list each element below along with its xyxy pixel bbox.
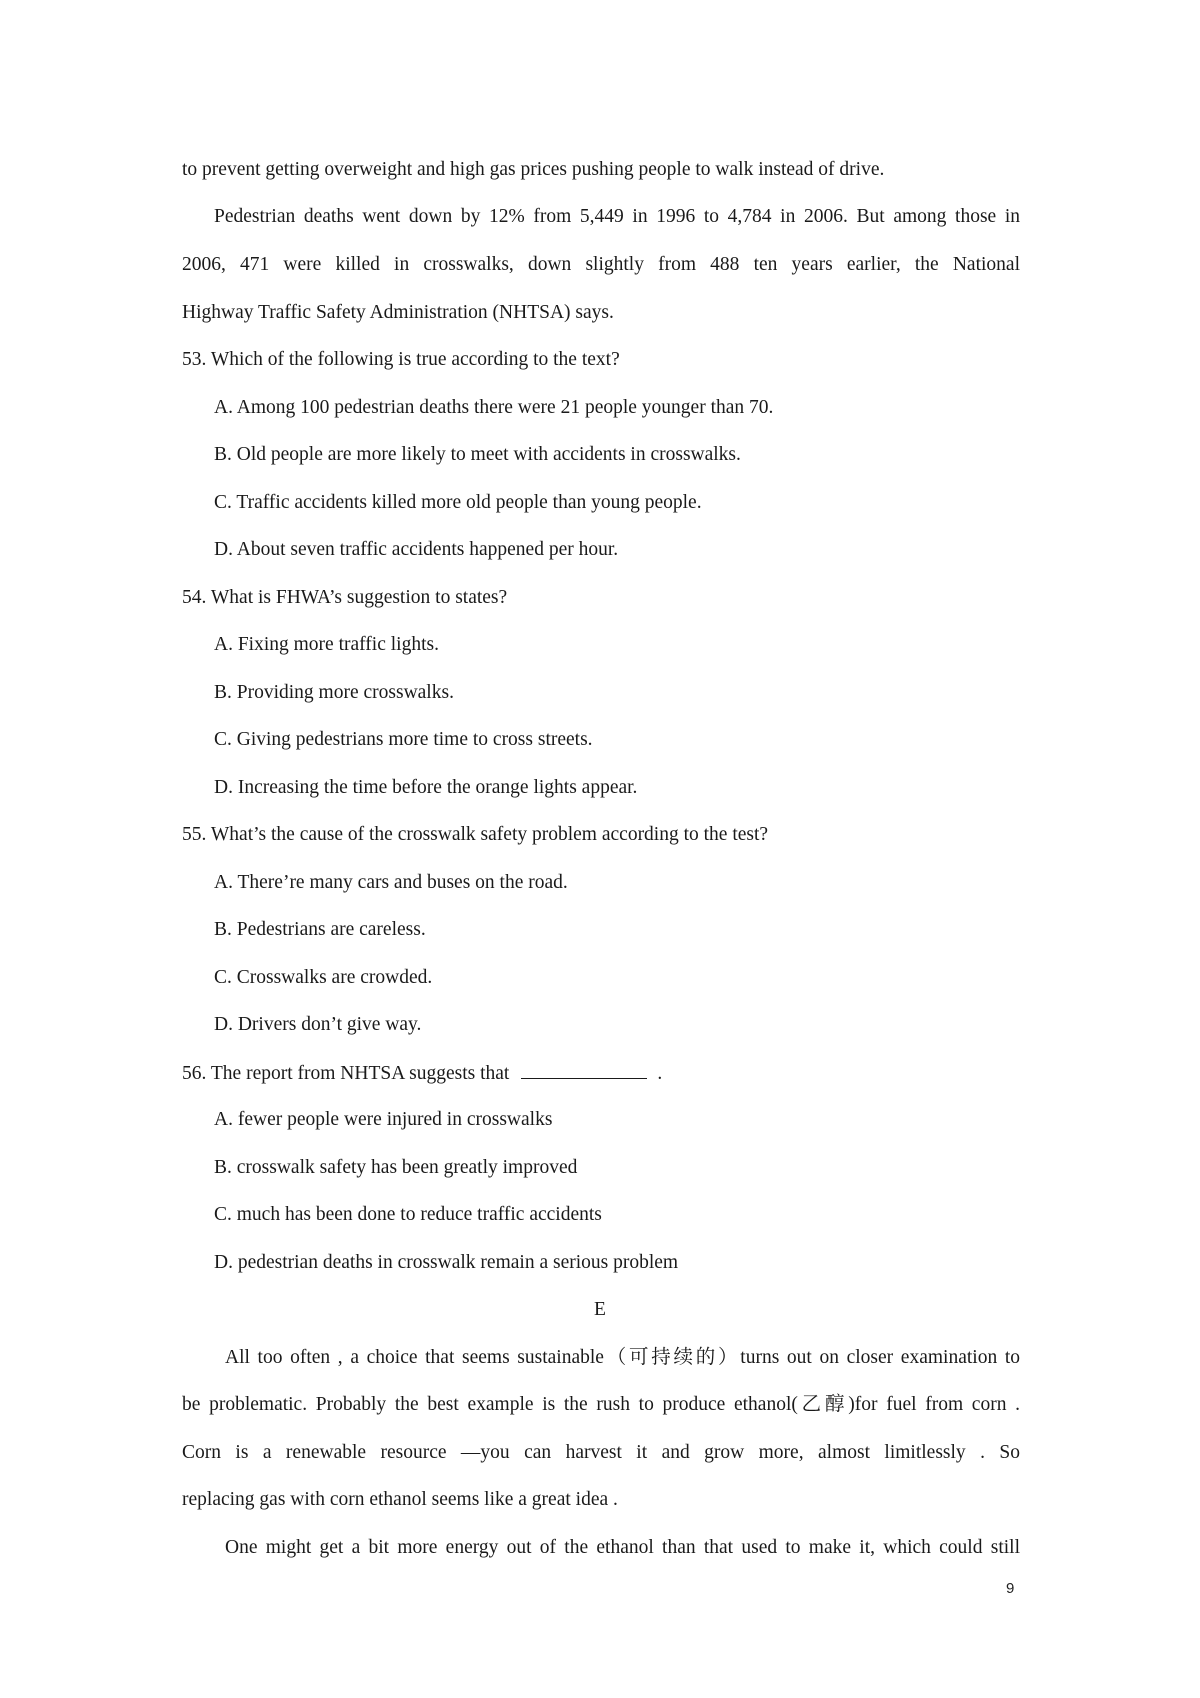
- section-heading: E: [594, 1299, 606, 1320]
- question-56-option-b: B. crosswalk safety has been greatly improved: [214, 1157, 578, 1178]
- passage-line: All too often , a choice that seems sustainable（可持续的）turns out on closer examination to: [225, 1347, 1020, 1368]
- question-56-stem: 56. The report from NHTSA suggests that: [182, 1063, 510, 1084]
- question-54-option-c: C. Giving pedestrians more time to cross streets.: [214, 729, 593, 750]
- passage-line: replacing gas with corn ethanol seems like a great idea .: [182, 1489, 618, 1510]
- question-56-stem-line: [182, 1060, 1020, 1087]
- question-53-option-b: B. Old people are more likely to meet with accidents in crosswalks.: [214, 444, 741, 465]
- question-53-option-a: A. Among 100 pedestrian deaths there were 21 people younger than 70.: [214, 397, 774, 418]
- question-56-stem-end: .: [657, 1063, 663, 1084]
- question-53-option-d: D. About seven traffic accidents happened per hour.: [214, 539, 619, 560]
- passage-line: be problematic. Probably the best example is the rush to produce ethanol(乙醇)for fuel from corn .: [182, 1394, 1020, 1415]
- passage-line: Highway Traffic Safety Administration (NHTSA) says.: [182, 302, 614, 323]
- question-56-option-c: C. much has been done to reduce traffic accidents: [214, 1204, 602, 1225]
- passage-line: One might get a bit more energy out of the ethanol than that used to make it, which could still: [225, 1537, 1020, 1558]
- answer-blank: [521, 1060, 647, 1079]
- question-55-option-c: C. Crosswalks are crowded.: [214, 967, 433, 988]
- question-54-stem: 54. What is FHWA’s suggestion to states?: [182, 587, 508, 608]
- question-55-option-b: B. Pedestrians are careless.: [214, 919, 426, 940]
- question-55-stem: 55. What’s the cause of the crosswalk safety problem according to the test?: [182, 824, 769, 845]
- question-55-option-a: A. There’re many cars and buses on the road.: [214, 872, 568, 893]
- question-56-option-a: A. fewer people were injured in crosswalks: [214, 1109, 553, 1130]
- passage-line: Pedestrian deaths went down by 12% from 5,449 in 1996 to 4,784 in 2006. But among those in: [214, 206, 1020, 227]
- passage-line: Corn is a renewable resource —you can harvest it and grow more, almost limitlessly . So: [182, 1442, 1020, 1463]
- passage-line: to prevent getting overweight and high gas prices pushing people to walk instead of drive.: [182, 159, 885, 180]
- question-56-option-d: D. pedestrian deaths in crosswalk remain a serious problem: [214, 1252, 679, 1273]
- question-54-option-d: D. Increasing the time before the orange lights appear.: [214, 777, 638, 798]
- question-54-option-b: B. Providing more crosswalks.: [214, 682, 454, 703]
- question-54-option-a: A. Fixing more traffic lights.: [214, 634, 439, 655]
- question-53-stem: 53. Which of the following is true according to the text?: [182, 349, 620, 370]
- passage-line: 2006, 471 were killed in crosswalks, down slightly from 488 ten years earlier, the National: [182, 254, 1020, 275]
- page-number: 9: [1006, 1580, 1015, 1597]
- question-53-option-c: C. Traffic accidents killed more old people than young people.: [214, 492, 702, 513]
- question-55-option-d: D. Drivers don’t give way.: [214, 1014, 422, 1035]
